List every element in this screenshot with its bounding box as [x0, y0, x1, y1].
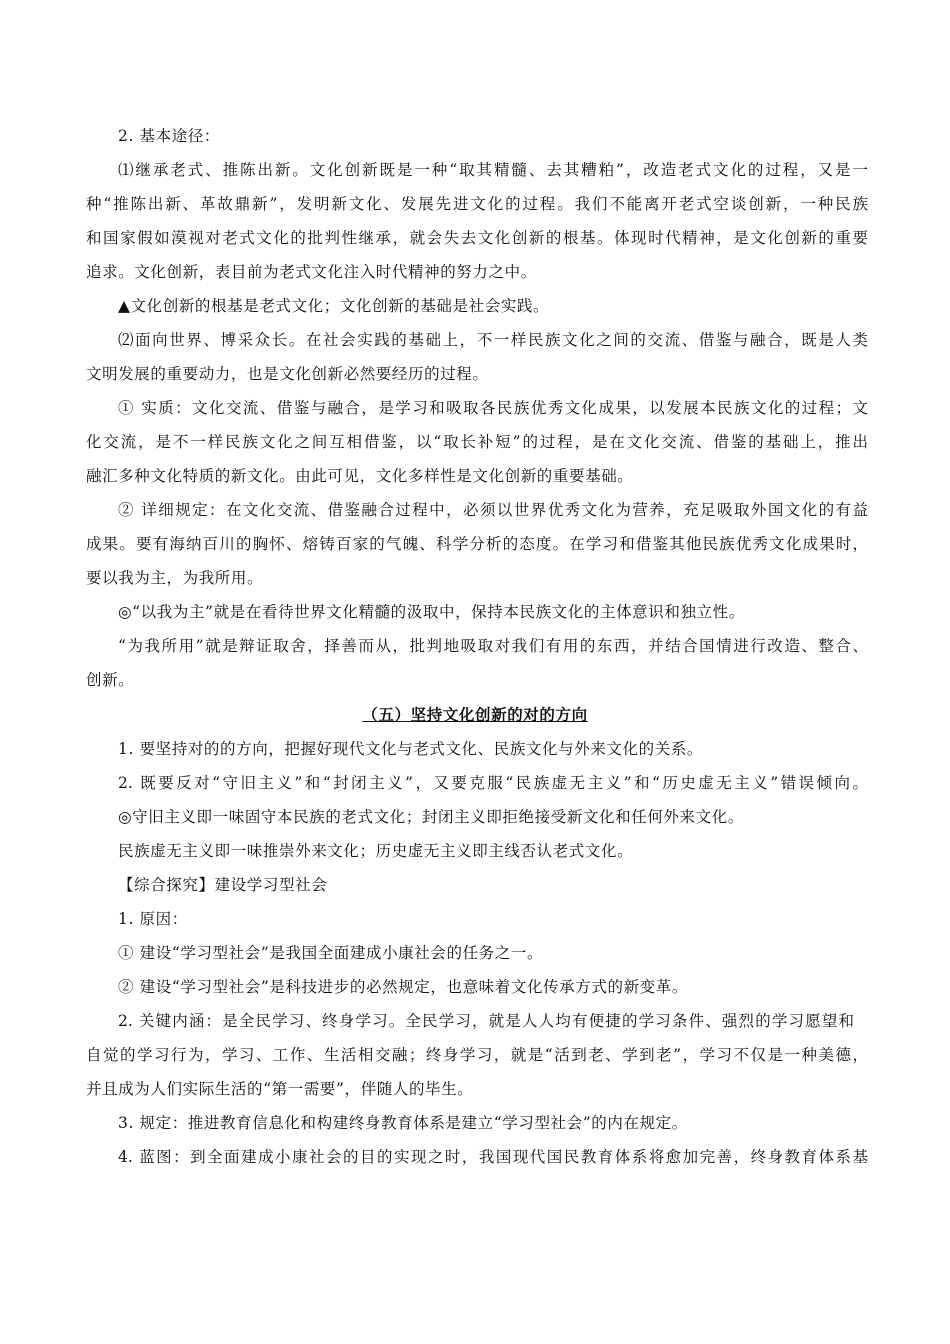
text-line: 融汇多种文化特质的新文化。由此可见，文化多样性是文化创新的重要基础。	[86, 467, 634, 485]
text-line: ⑴继承老式、推陈出新。文化创新既是一种“取其精髓、去其糟粕”，改造老式文化的过程，又是一	[118, 161, 868, 179]
text-line: 要以我为主，为我所用。	[86, 569, 264, 587]
text-line: 1. 要坚持对的的方向，把握好现代文化与老式文化、民族文化与外来文化的关系。	[118, 740, 704, 758]
text-line: 1. 原因：	[118, 910, 188, 928]
text-line: ⑵面向世界、博采众长。在社会实践的基础上，不一样民族文化之间的交流、借鉴与融合，既是人类	[118, 331, 868, 349]
text-line: ② 建设“学习型社会”是科技进步的必然规定，也意味着文化传承方式的新变革。	[118, 978, 688, 996]
text-line: 【综合探究】建设学习型社会	[118, 876, 328, 894]
section-heading: （五）坚持文化创新的对的方向	[362, 705, 588, 724]
text-line: 追求。文化创新，表目前为老式文化注入时代精神的努力之中。	[86, 263, 537, 281]
text-line: 并且成为人们实际生活的“第一需要”，伴随人的毕生。	[86, 1080, 474, 1098]
text-line: ① 建设“学习型社会”是我国全面建成小康社会的任务之一。	[118, 944, 544, 962]
text-line: 2. 关键内涵：是全民学习、终身学习。全民学习，就是人人均有便捷的学习条件、强烈的学习愿望和	[118, 1012, 854, 1030]
text-line: 4. 蓝图：到全面建成小康社会的目的实现之时，我国现代国民教育体系将愈加完善，终身教育体系基	[118, 1148, 868, 1166]
text-line: 种“推陈出新、革故鼎新”，发明新文化、发展先进文化的过程。我们不能离开老式空谈创新，一种民族	[86, 195, 868, 213]
text-line: 创新。	[86, 671, 135, 689]
text-line: 2. 既要反对“守旧主义”和“封闭主义”，又要克服“民族虚无主义”和“历史虚无主义”错误倾向。	[118, 774, 868, 792]
text-line: “为我所用”就是辩证取舍，择善而从，批判地吸取对我们有用的东西，并结合国情进行改造、整合、	[118, 637, 868, 655]
text-line: 民族虚无主义即一味推崇外来文化；历史虚无主义即主线否认老式文化。	[118, 842, 634, 860]
text-line: ◎守旧主义即一味固守本民族的老式文化；封闭主义即拒绝接受新文化和任何外来文化。	[118, 808, 744, 826]
text-line: ① 实质：文化交流、借鉴与融合，是学习和吸取各民族优秀文化成果，以发展本民族文化的过程；文	[118, 399, 868, 417]
text-line: 成果。要有海纳百川的胸怀、熔铸百家的气魄、科学分析的态度。在学习和借鉴其他民族优秀文化成果时，	[86, 535, 868, 553]
text-line: 自觉的学习行为，学习、工作、生活相交融；终身学习，就是“活到老、学到老”，学习不仅是一种美德，	[86, 1046, 868, 1064]
text-line: ② 详细规定：在文化交流、借鉴融合过程中，必须以世界优秀文化为营养，充足吸取外国文化的有益	[118, 501, 868, 519]
text-line: 3. 规定：推进教育信息化和构建终身教育体系是建立“学习型社会”的内在规定。	[118, 1114, 688, 1132]
text-line: 2. 基本途径：	[118, 127, 221, 145]
text-line: ▲文化创新的根基是老式文化；文化创新的基础是社会实践。	[118, 297, 550, 315]
text-line: ◎“以我为主”就是在看待世界文化精髓的汲取中，保持本民族文化的主体意识和独立性。	[118, 603, 745, 621]
text-line: 和国家假如漠视对老式文化的批判性继承，就会失去文化创新的根基。体现时代精神，是文化创新的重要	[86, 229, 868, 247]
text-line: 文明发展的重要动力，也是文化创新必然要经历的过程。	[86, 365, 489, 383]
text-line: 化交流，是不一样民族文化之间互相借鉴，以“取长补短”的过程，是在文化交流、借鉴的基础上，推出	[86, 433, 868, 451]
